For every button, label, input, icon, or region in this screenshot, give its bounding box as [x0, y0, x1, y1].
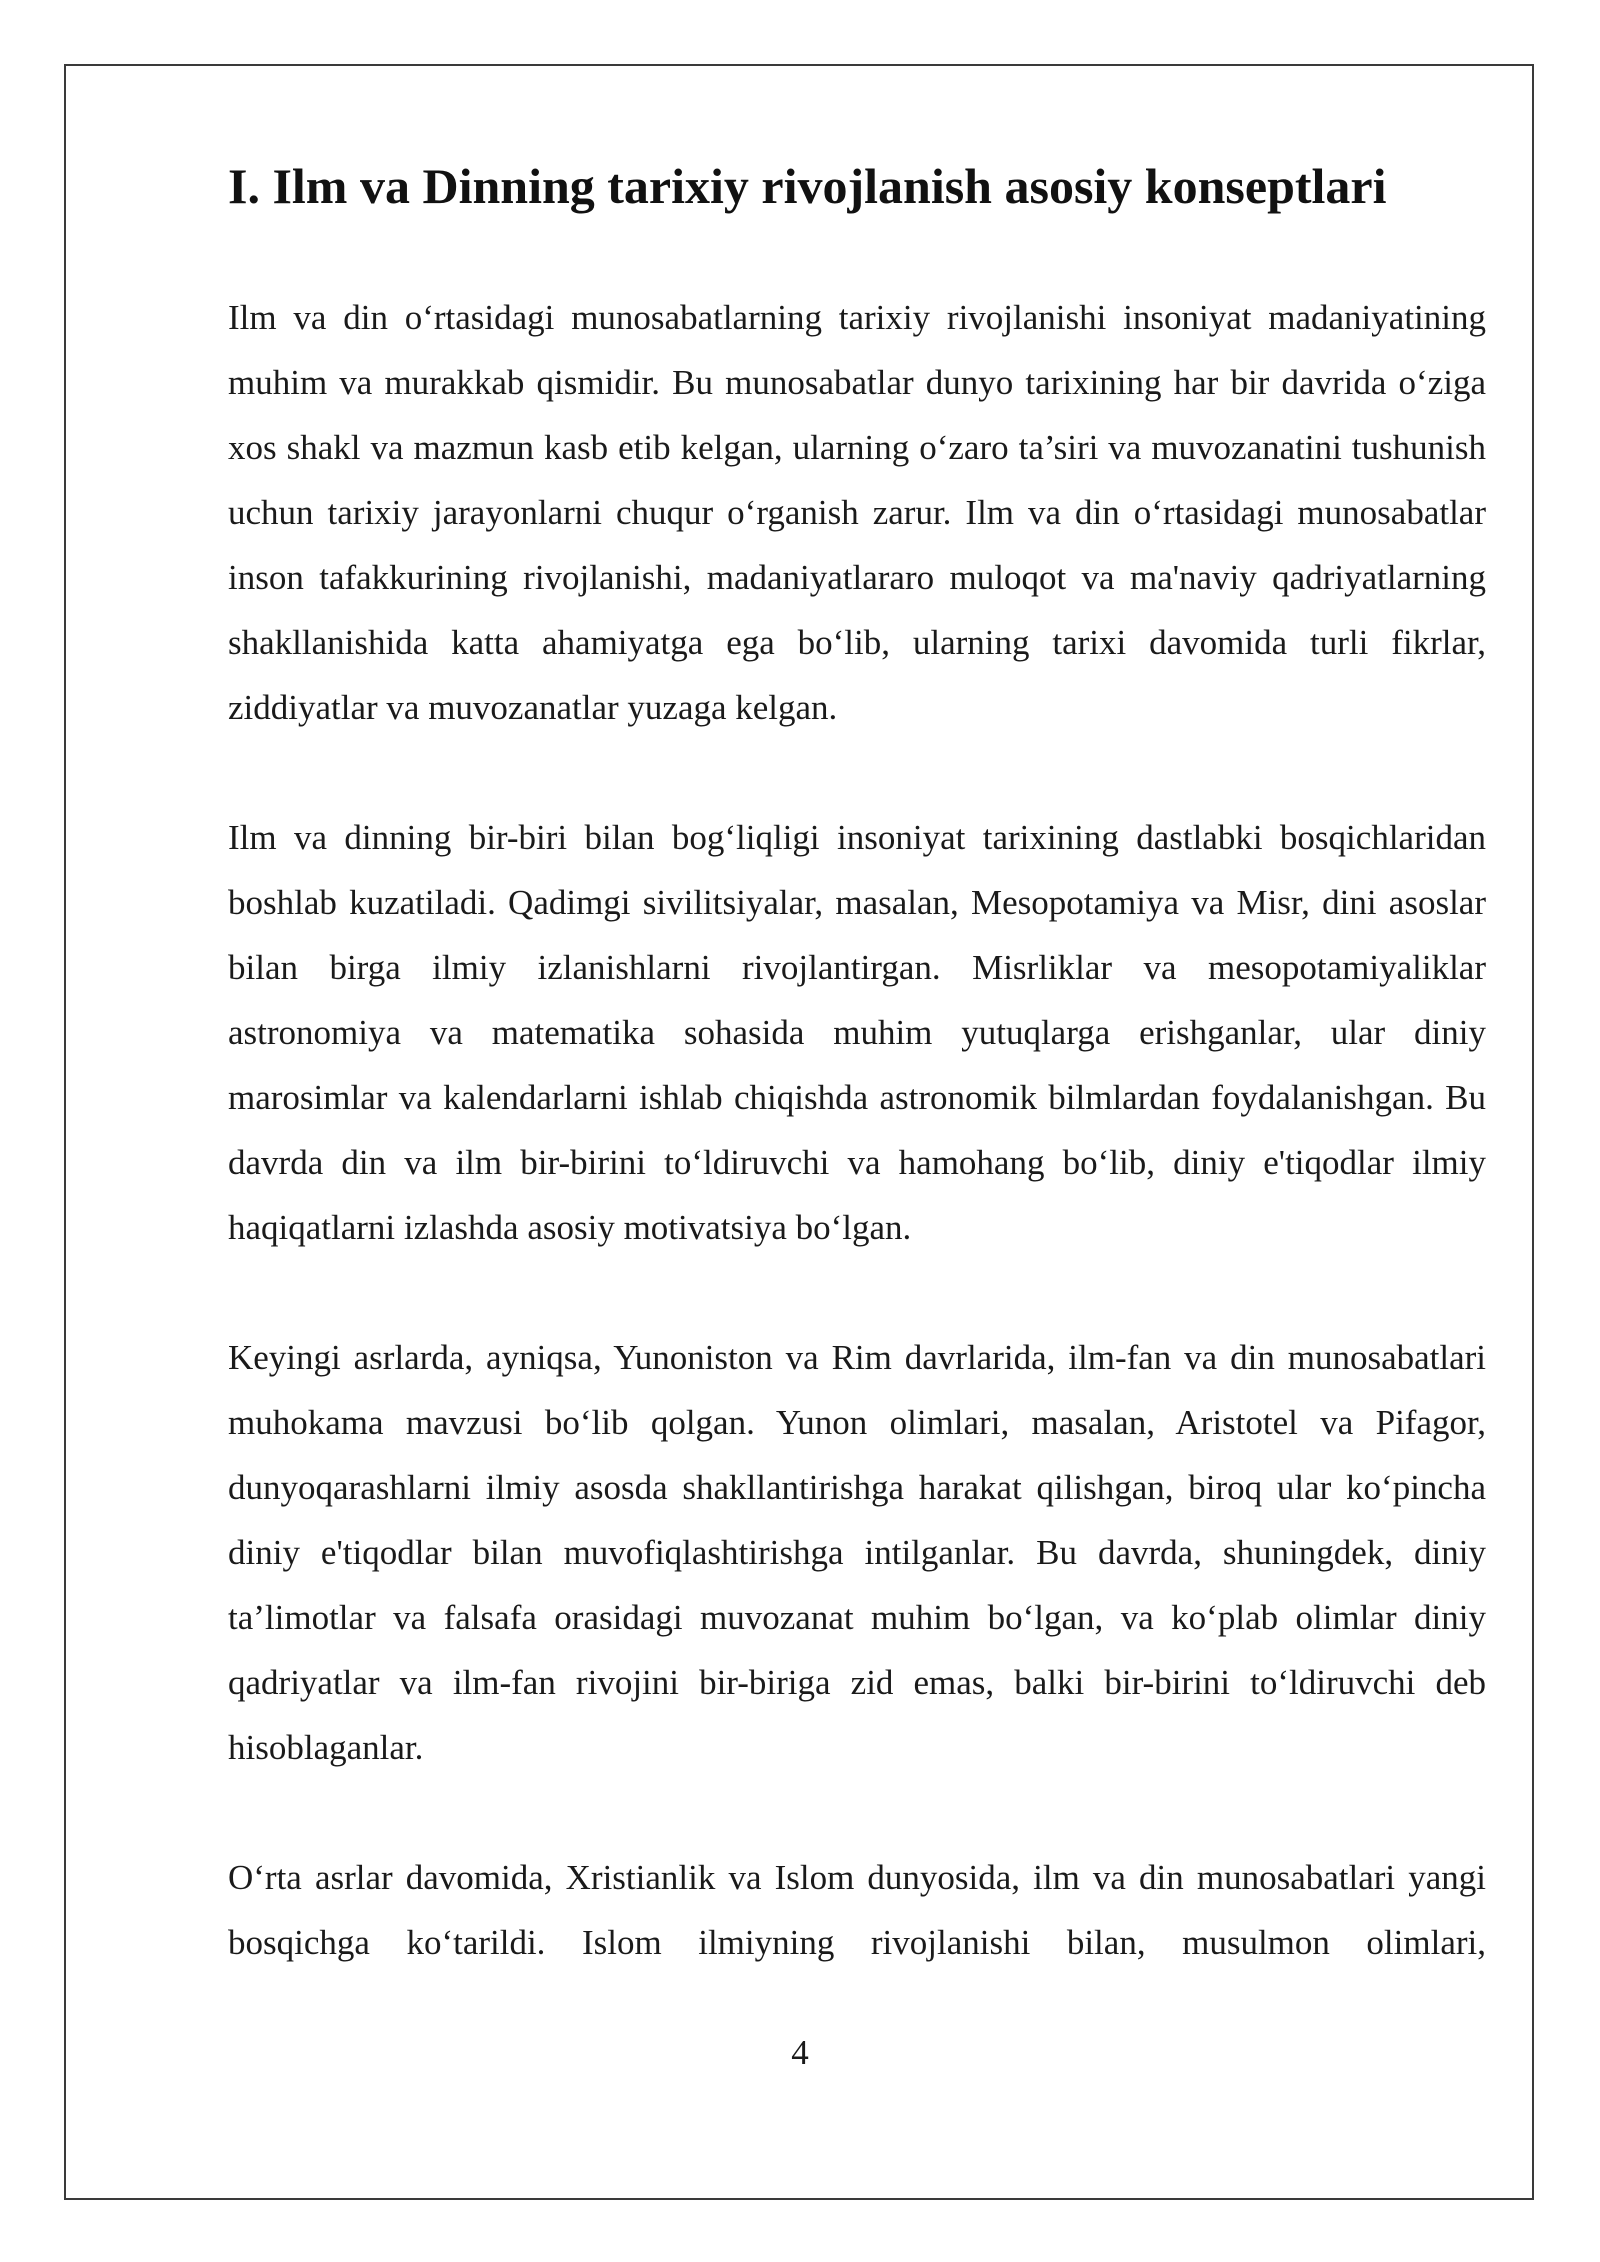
- paragraph-2: Ilm va dinning bir-biri bilan bog‘liqligi insoniyat tarixining dastlabki bosqichlaridan boshlab kuzatiladi. Qadimgi sivilitsiyalar, masalan, Mesopotamiya va Misr, dini asoslar bilan birga ilmiy izlanishlarni rivojlantirgan. Misrliklar va mesopotamiyaliklar astronomiya va matematika sohasida muhim yutuqlarga erishganlar, ular diniy marosimlar va kalendarlarni ishlab chiqishda astronomik bilmlardan foydalanishgan. Bu davrda din va ilm bir-birini to‘ldiruvchi va hamohang bo‘lib, diniy e'tiqodlar ilmiy haqiqatlarni izlashda asosiy motivatsiya bo‘lgan.: [228, 818, 1486, 1247]
- paragraph-3: Keyingi asrlarda, ayniqsa, Yunoniston va Rim davrlarida, ilm-fan va din munosabatlari muhokama mavzusi bo‘lib qolgan. Yunon olimlari, masalan, Aristotel va Pifagor, dunyoqarashlarni ilmiy asosda shakllantirishga harakat qilishgan, biroq ular ko‘pincha diniy e'tiqodlar bilan muvofiqlashtirishga intilganlar. Bu davrda, shuningdek, diniy ta’limotlar va falsafa orasidagi muvozanat muhim bo‘lgan, va ko‘plab olimlar diniy qadriyatlar va ilm-fan rivojini bir-biriga zid emas, balki bir-birini to‘ldiruvchi deb hisoblaganlar.: [228, 1338, 1486, 1767]
- document-body: [228, 285, 1486, 2040]
- section-title: I. Ilm va Dinning tarixiy rivojlanish asosiy konseptlari: [228, 158, 1387, 214]
- paragraph-4: O‘rta asrlar davomida, Xristianlik va Islom dunyosida, ilm va din munosabatlari yangi bosqichga ko‘tarildi. Islom ilmiyning rivojlanishi bilan, musulmon olimlari,: [228, 1858, 1486, 1962]
- paragraph-1: Ilm va din o‘rtasidagi munosabatlarning tarixiy rivojlanishi insoniyat madaniyatining muhim va murakkab qismidir. Bu munosabatlar dunyo tarixining har bir davrida o‘ziga xos shakl va mazmun kasb etib kelgan, ularning o‘zaro ta’siri va muvozanatini tushunish uchun tarixiy jarayonlarni chuqur o‘rganish zarur. Ilm va din o‘rtasidagi munosabatlar inson tafakkurining rivojlanishi, madaniyatlararo muloqot va ma'naviy qadriyatlarning shakllanishida katta ahamiyatga ega bo‘lib, ularning tarixi davomida turli fikrlar, ziddiyatlar va muvozanatlar yuzaga kelgan.: [228, 298, 1486, 727]
- page-number: 4: [791, 2033, 809, 2072]
